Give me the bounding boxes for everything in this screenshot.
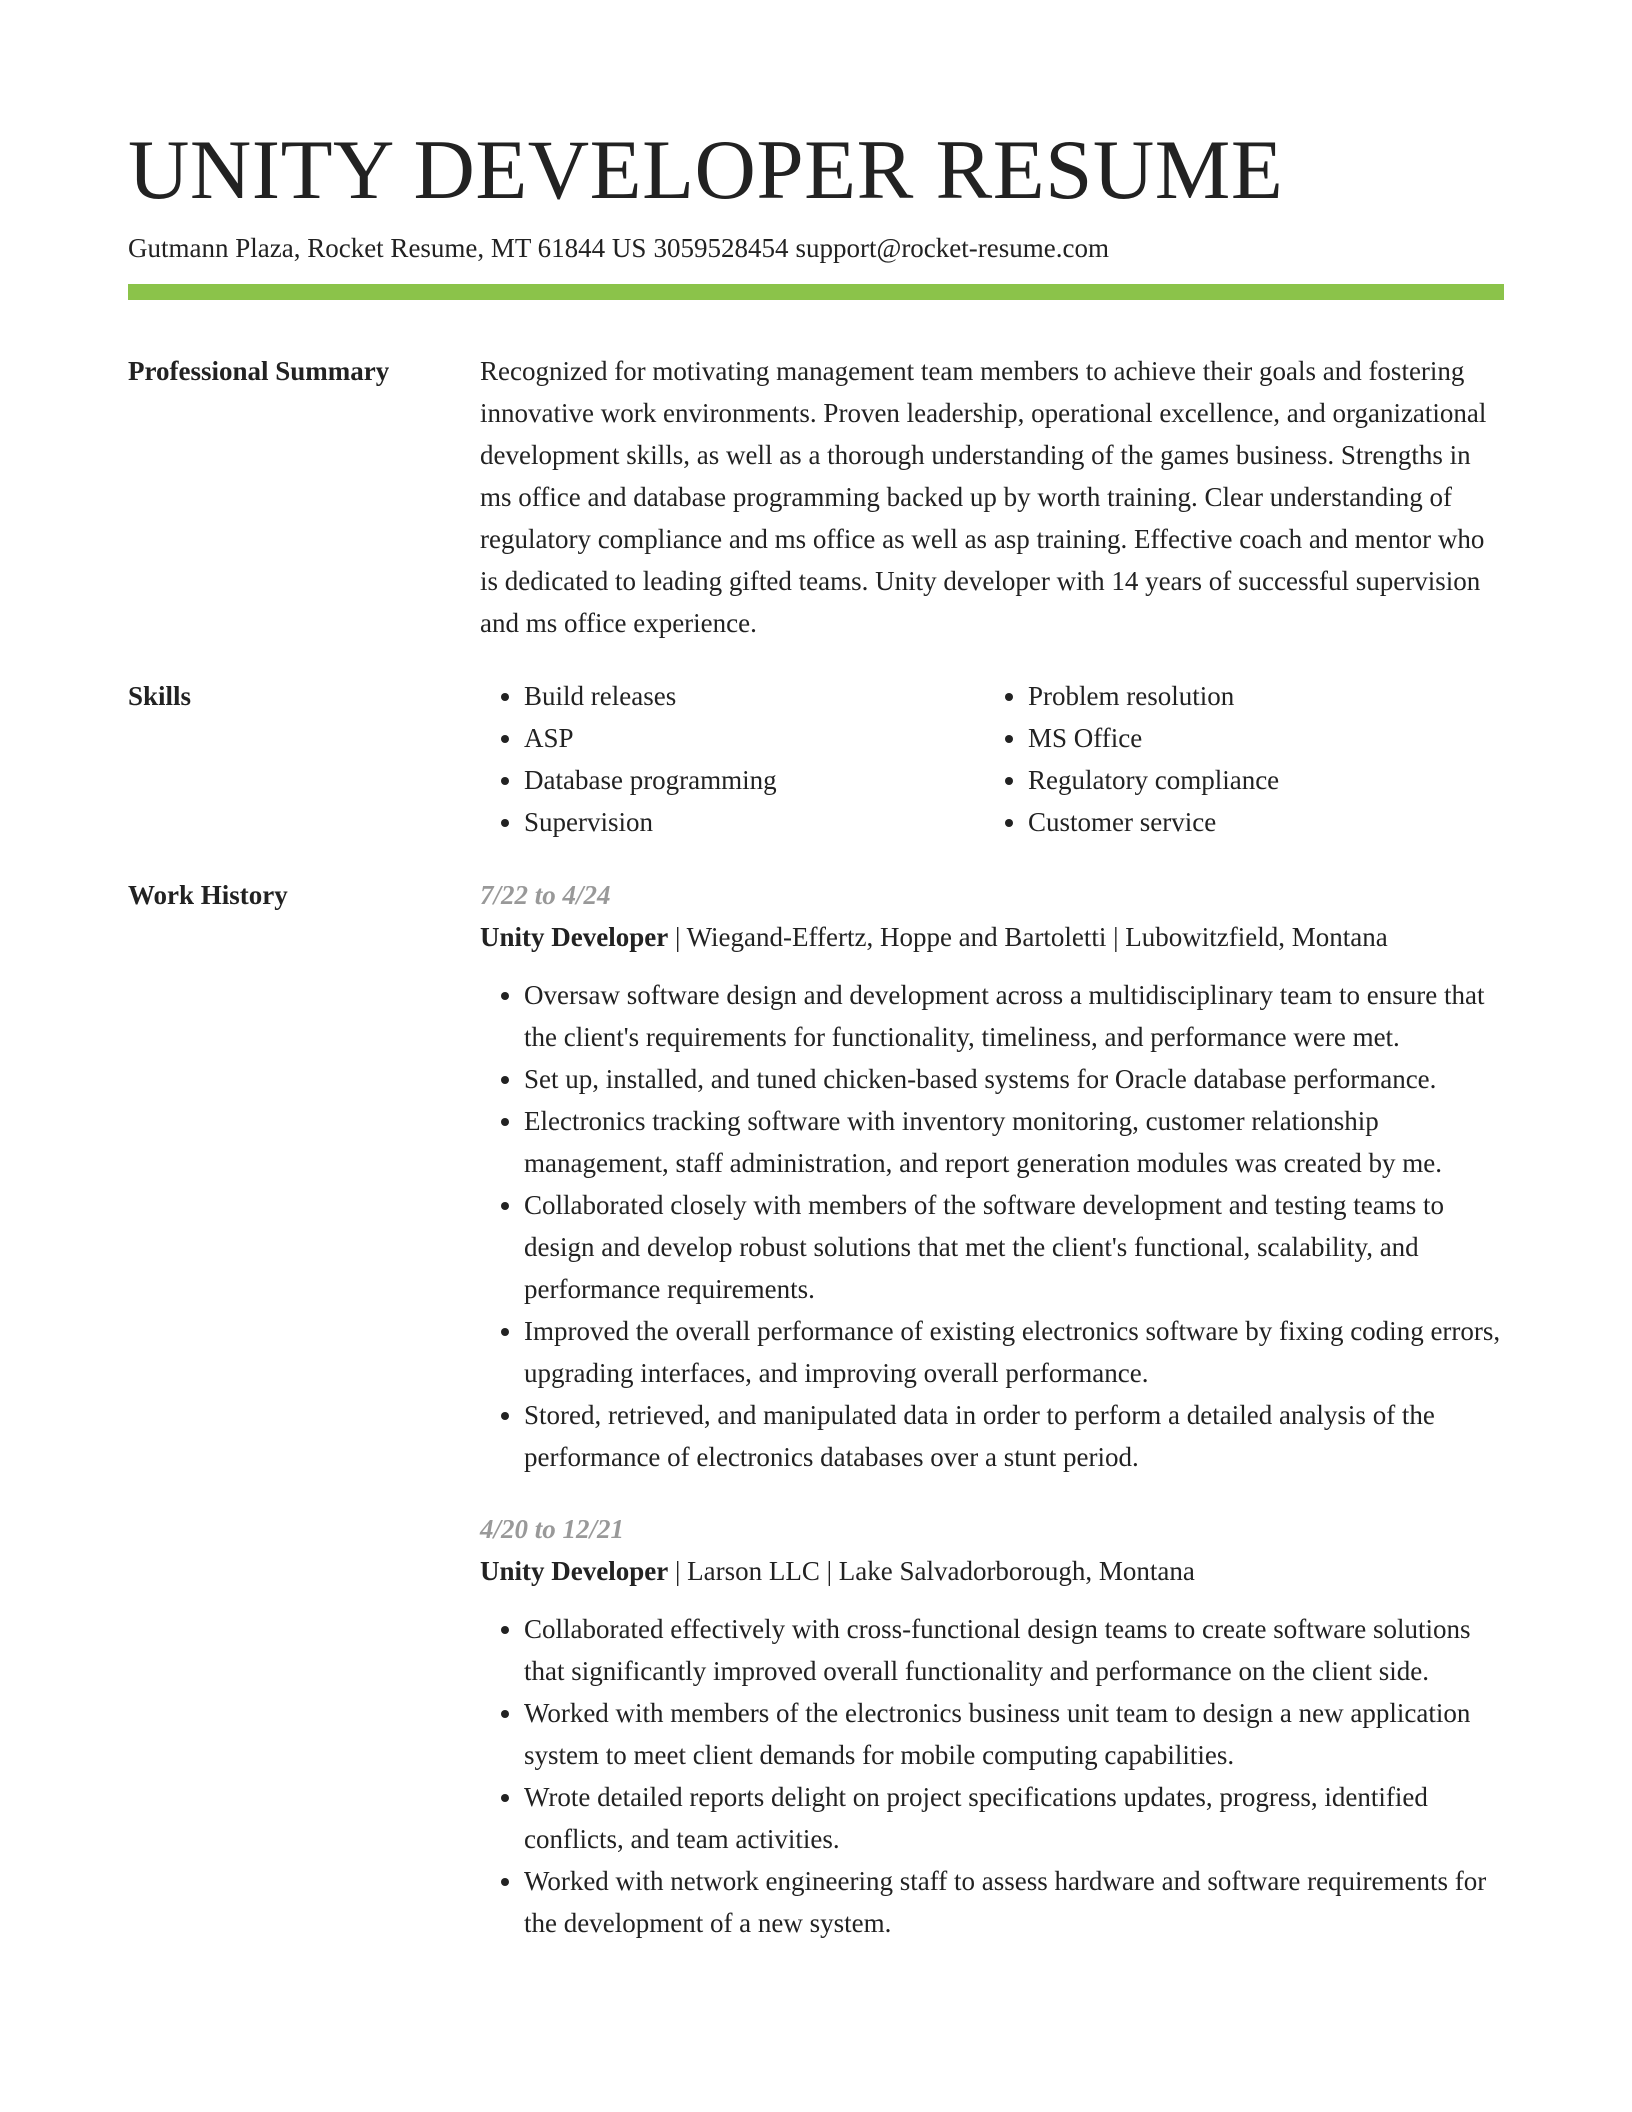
- contact-line: [128, 230, 1504, 266]
- skill-item: • ASP: [524, 717, 984, 759]
- job-title: Unity Developer: [480, 1556, 669, 1586]
- job-title: Unity Developer: [480, 922, 669, 952]
- job-bullet: • Wrote detailed reports delight on project specifications updates, progress, identified conflicts, and team activities.: [524, 1776, 1504, 1860]
- skills-grid: [480, 675, 1504, 843]
- job-bullet: • Oversaw software design and development across a multidisciplinary team to ensure that the client's requirements for functionality, timeliness, and performance were met.: [524, 974, 1504, 1058]
- job-bullets: [480, 974, 1504, 1478]
- skill-item: • Database programming: [524, 759, 984, 801]
- job-bullet: • Worked with members of the electronics business unit team to design a new application system to meet client demands for mobile computing capabilities.: [524, 1692, 1504, 1776]
- section-skills: [128, 675, 1504, 843]
- contact-email: support@rocket-resume.com: [795, 233, 1109, 263]
- skills-body: [480, 675, 1504, 843]
- resume-page: [128, 120, 1504, 1944]
- section-work-history: [128, 874, 1504, 1944]
- contact-phone: 3059528454: [653, 233, 789, 263]
- job-bullet: • Collaborated closely with members of the software development and testing teams to design and develop robust solutions that met the client's functional, scalability, and performance requirements.: [524, 1184, 1504, 1310]
- skill-item: • MS Office: [1028, 717, 1488, 759]
- summary-text: Recognized for motivating management team members to achieve their goals and fostering innovative work environments. Proven leadership, operational excellence, and organizational development skills, as well as a thorough understanding of the games business. Strengths in ms office and database programming backed up by worth training. Clear understanding of regulatory compliance and ms office as well as asp training. Effective coach and mentor who is dedicated to leading gifted teams. Unity developer with 14 years of successful supervision and ms office experience.: [480, 356, 1487, 638]
- skill-item: • Problem resolution: [1028, 675, 1488, 717]
- skills-column-left: [480, 675, 984, 843]
- job-bullet: • Electronics tracking software with inventory monitoring, customer relationship management, staff administration, and report generation modules was created by me.: [524, 1100, 1504, 1184]
- job-bullet: • Worked with network engineering staff to assess hardware and software requirements for the development of a new system.: [524, 1860, 1504, 1944]
- job-details: | Larson LLC | Lake Salvadorborough, Montana: [668, 1556, 1195, 1586]
- job-bullet: • Collaborated effectively with cross-functional design teams to create software solutions that significantly improved overall functionality and performance on the client side.: [524, 1608, 1504, 1692]
- section-professional-summary: [128, 350, 1504, 644]
- skill-item: • Supervision: [524, 801, 984, 843]
- job-details: | Wiegand-Effertz, Hoppe and Bartoletti | Lubowitzfield, Montana: [668, 922, 1388, 952]
- job-heading: [480, 916, 1504, 958]
- skills-column-right: [984, 675, 1488, 843]
- skill-item: • Customer service: [1028, 801, 1488, 843]
- job-entry: [480, 874, 1504, 1478]
- section-label-work: Work History: [128, 880, 288, 910]
- job-entry: [480, 1508, 1504, 1944]
- section-label-skills: Skills: [128, 681, 192, 711]
- contact-address: Gutmann Plaza, Rocket Resume, MT 61844 US: [128, 233, 647, 263]
- skill-item: • Build releases: [524, 675, 984, 717]
- section-label-summary: Professional Summary: [128, 356, 390, 386]
- header-divider: [128, 284, 1504, 300]
- work-body: [480, 874, 1504, 1944]
- job-heading: [480, 1550, 1504, 1592]
- job-bullet: • Improved the overall performance of existing electronics software by fixing coding errors, upgrading interfaces, and improving overall performance.: [524, 1310, 1504, 1394]
- summary-body: [480, 350, 1504, 644]
- page-title: UNITY DEVELOPER RESUME: [128, 123, 1284, 217]
- job-dates: 4/20 to 12/21: [480, 1514, 625, 1544]
- skill-item: • Regulatory compliance: [1028, 759, 1488, 801]
- job-bullet: • Stored, retrieved, and manipulated data in order to perform a detailed analysis of the performance of electronics databases over a stunt period.: [524, 1394, 1504, 1478]
- job-dates: 7/22 to 4/24: [480, 880, 611, 910]
- job-bullets: [480, 1608, 1504, 1944]
- job-bullet: • Set up, installed, and tuned chicken-based systems for Oracle database performance.: [524, 1058, 1504, 1100]
